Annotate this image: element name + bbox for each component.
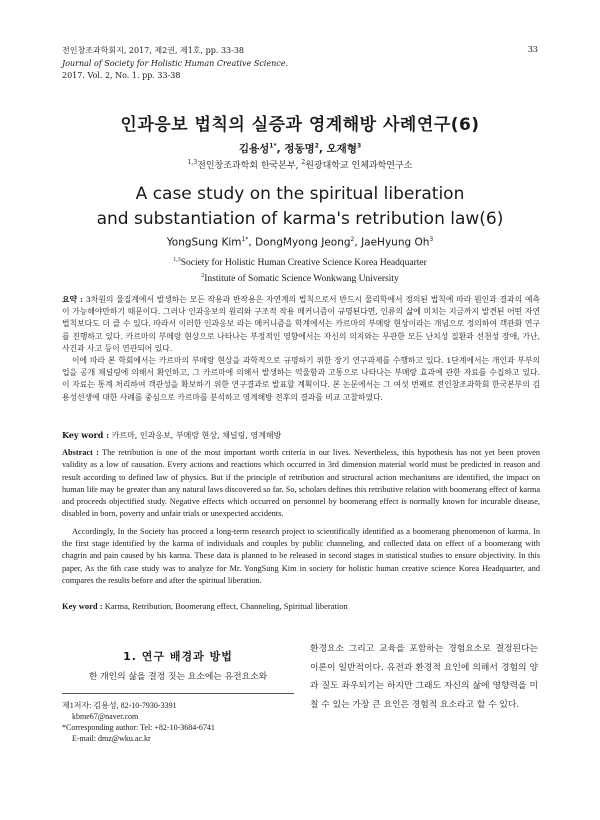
en-author-3-marker: 3	[429, 236, 434, 243]
en-author-2-marker: 2	[350, 236, 355, 243]
affil-marker-1: 1,3	[187, 159, 198, 166]
korean-keywords-text: 카르마, 인과응보, 부메랑 현상, 채널링, 영계해방	[111, 431, 282, 440]
english-author-2: DongMyong Jeong	[255, 236, 351, 249]
footnote	[62, 700, 294, 744]
english-abstract-paragraph-2: Accordingly, In the Society has proceed a long-term research project to scientifically identified as a boomerang phenomenon of karma. In the first stage identified by the karma of individuals and couples by public channeling, and collected data on effect of a boomerang with chagrin and pain caused by his karma. These data is planned to be released in second stages in statistical studies to ensure objectivity. In this paper, As the 6th case study was to analyze for Mr. YongSung Kim in society for holistic human creative science Korea Headquarter, and compares the results before and after the spiritual liberation.	[62, 526, 540, 585]
footnote-first-author-email: kbme67@naver.com	[72, 712, 139, 721]
english-abstract-paragraph-1	[62, 447, 540, 521]
english-author-1: YongSung Kim	[166, 236, 242, 249]
en-affil-marker-1: 1,3	[173, 257, 181, 263]
korean-affiliations	[0, 158, 600, 171]
section-heading: 1. 연구 배경과 방법	[123, 650, 233, 663]
body-text-right-column: 환경요소 그리고 교육을 포함하는 경험요소로 결정된다는 이론이 일반적이다. 유전과 환경적 요인에 의해서 경험의 양과 질도 좌우되기는 하지만 그래도 자신의 삶에 영향력을 미칠 수 있는 가장 큰 요인은 경험적 요소라고 할 수 있다.	[310, 644, 538, 710]
korean-abstract-label: 요약 :	[62, 295, 84, 304]
korean-abstract	[62, 294, 540, 404]
korean-title: 인과응보 법칙의 실증과 영계해방 사례연구(6)	[120, 115, 480, 135]
footnote-corresponding-author: *Corresponding author: Tel: +82-10-3684-6741	[62, 723, 215, 732]
english-abstract	[62, 447, 540, 587]
english-keywords-label: Key word :	[62, 601, 103, 611]
english-abstract-label: Abstract :	[62, 448, 99, 457]
journal-citation-korean: 전인창조과학회지, 2017, 제2권, 제1호, pp. 33-38	[62, 46, 245, 55]
korean-affiliation-1: 전인창조과학회 한국본부,	[197, 161, 299, 171]
journal-header	[62, 45, 542, 83]
english-affiliation-2: Institute of Somatic Science Wonkwang University	[204, 274, 399, 285]
korean-abstract-paragraph-1	[62, 294, 540, 355]
footnote-first-author: 제1저자: 김용성, 82-10-7930-3391	[62, 701, 177, 710]
affil-marker-2: 2	[301, 159, 306, 166]
english-keywords	[62, 601, 540, 611]
journal-volume-issue: 2017. Vol. 2, No. 1. pp. 33-38	[62, 71, 181, 80]
korean-affiliation-2: 원광대학교 인체과학연구소	[305, 161, 413, 171]
korean-keywords	[62, 430, 540, 441]
korean-abstract-paragraph-2: 이에 따라 본 학회에서는 카르마의 부메랑 현상을 과학적으로 규명하기 위한 장기 연구과제를 수행하고 있다. 1단계에서는 개인과 부부의 업을 공개 채널링에 의해서 확인하고, 그 카르마에 의해서 발생하는 억울함과 고통으로 나타나는 부메랑 효과에 관한 자료를 수집하고 있다. 이 자료는 통계 처리하여 객관성을 확보하기 위한 연구결과로 발표할 계획이다. 본 논문에서는 그 여섯 번째로 전인창조과학회 한국본부의 김용성선생에 대한 사례를 중심으로 카르마를 분석하고 영계해방 전후의 결과를 비교 고찰하였다.	[62, 356, 540, 402]
en-affil-marker-2: 2	[201, 273, 205, 280]
korean-authors: 김용성$^{1*}$, 정동명$^2$, 오재형$^3$	[238, 142, 362, 155]
english-title	[0, 182, 600, 232]
english-affiliation-1: Society for Holistic Human Creative Science Korea Headquarter	[180, 258, 427, 269]
author-1-marker: 1*	[269, 142, 277, 150]
english-abstract-text-1: The retribution is one of the most important worth criteria in our lives. Nevertheless, this hypothesis has not yet been proven validity as a low of causation. Every actions and reactions which occurred in 3rd dimension material world must be predicted in reason and result according to defined law of physics. But if the principle of retribution and structural action mechanisms are identified, the impact on human life may be greater than any natural laws discovered so far. So, scholars defines this retributive relation with boomerang effect of karma and proceeds objectified study. Negative effects which occurred on personnel by boomerang effect is normally known for incurable disease, disabled in born, poverty and unfair trials or unexpected accidents.	[62, 448, 540, 519]
korean-author-1: 김용성	[238, 143, 270, 155]
english-title-line-1: A case study on the spiritual liberation	[135, 184, 465, 204]
author-3-marker: 3	[356, 142, 362, 150]
korean-author-2: 정동명	[284, 143, 315, 155]
footnote-corresponding-email: E-mail: dmz@wku.ac.kr	[72, 734, 151, 743]
page-number: 33	[527, 45, 538, 54]
korean-keywords-label: Key word :	[62, 430, 110, 440]
body-text-left-column: 한 개인의 삶을 결정 짓는 요소에는 유전요소와	[88, 672, 268, 682]
author-2-marker: 2	[314, 142, 319, 150]
journal-name-english: Journal of Society for Holistic Human Creative Science.	[62, 58, 289, 68]
english-affiliations	[0, 254, 600, 286]
english-author-3: JaeHyung Oh	[361, 236, 430, 249]
korean-abstract-text-1: 3차원의 물질계에서 발생하는 모든 작용과 반작용은 자연계의 법칙으로서 반드시 물리학에서 정의된 법칙에 따라 원인과 결과의 예측이 가능해야만하기 때문이다. 그러나 인과응보의 원리와 구조적 작용 메커니즘이 규명된다면, 인류의 삶에 미치는 지금까지 발견된 어떤 자연법칙보다도 더 클 수 있다. 따라서 이러한 인과응보 라는 메커니즘을 학계에서는 카르마의 부메랑 현상이라는 개념으로 정의하여 객관화 연구를 진행하고 있다. 카르마의 부메랑 현상으로 나타나는 부정적인 영향에서는 자신의 의지와는 무관한 모든 난치성 질환과 선천성 장애, 가난, 사건과 사고 등이 연관되어 있다.	[62, 295, 541, 353]
english-keywords-text: Karma, Retribution, Boomerang effect, Channeling, Spiritual liberation	[104, 601, 348, 611]
korean-author-3: 오재형	[326, 143, 357, 155]
footnote-divider	[62, 693, 294, 694]
english-title-line-2: and substantiation of karma's retribution law(6)	[96, 209, 504, 229]
english-authors: YongSung Kim$^{1*}$, DongMyong Jeong$^2$, JaeHyung Oh$^3$	[166, 236, 434, 249]
en-author-1-marker: 1*	[241, 236, 249, 243]
